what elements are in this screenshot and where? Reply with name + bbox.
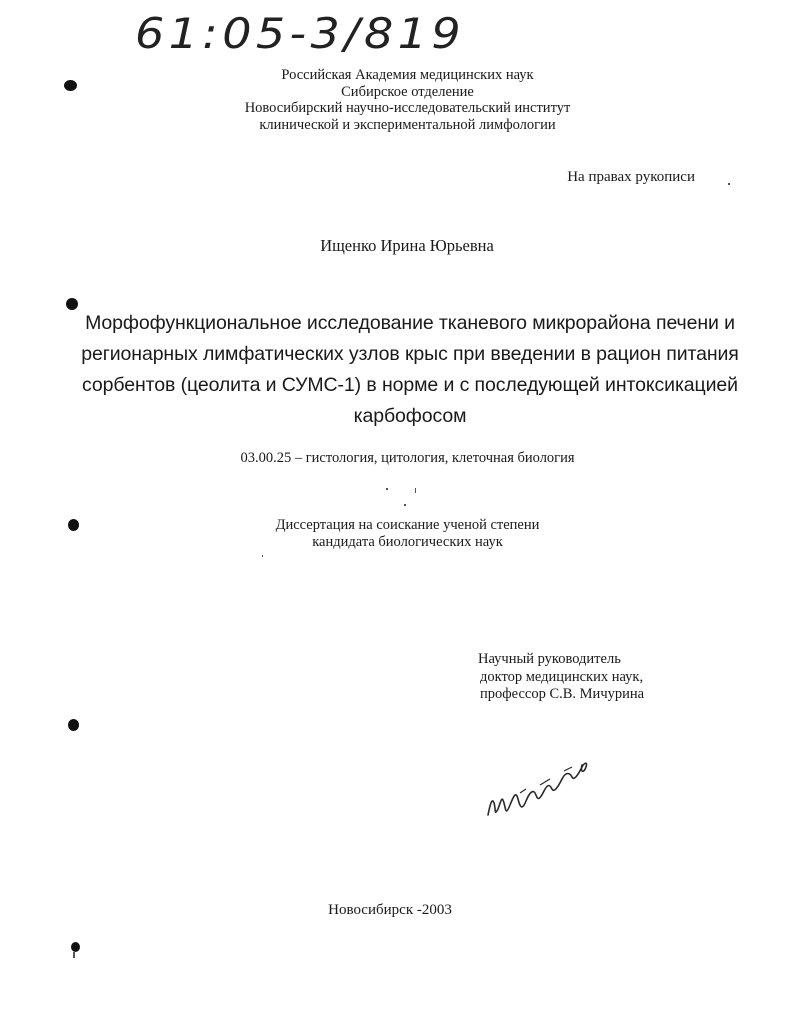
punch-mark	[66, 298, 78, 310]
institution-line-1: Российская Академия медицинских наук	[281, 67, 534, 83]
title-line-1: Морфофункциональное исследование тканевого микрорайона печени и	[85, 312, 735, 334]
punch-mark	[64, 80, 77, 91]
city-and-year: Новосибирск -2003	[328, 902, 452, 918]
title-line-3: сорбентов (цеолита и СУМС-1) в норме и с последующей интоксикацией	[82, 374, 738, 396]
scan-speck	[415, 488, 416, 493]
scientific-supervisor	[478, 651, 708, 704]
title-line-4: карбофосом	[353, 405, 467, 427]
punch-mark	[71, 942, 80, 952]
manuscript-rights-note: На правах рукописи	[567, 169, 695, 185]
institution-line-2: Сибирское отделение	[341, 83, 474, 100]
handwritten-code-drawing	[135, 4, 495, 60]
scan-speck	[386, 488, 388, 490]
scan-speck	[73, 952, 75, 958]
scan-speck	[262, 555, 263, 557]
signature-drawing	[480, 745, 595, 825]
handwritten-signature	[480, 745, 595, 825]
handwritten-code-text: 61:05-3/819	[135, 9, 465, 58]
degree-statement	[150, 517, 665, 551]
supervisor-line-1: Научный руководитель	[478, 651, 621, 667]
scan-speck	[404, 504, 406, 506]
specialty-code: 03.00.25 – гистология, цитология, клеточная биология	[240, 450, 575, 466]
title-line-2: регионарных лимфатических узлов крыс при введении в рацион питания	[81, 343, 739, 365]
supervisor-line-2: доктор медицинских наук,	[480, 668, 644, 685]
institution-header	[150, 67, 665, 133]
handwritten-archive-code	[135, 4, 495, 60]
author-name: Ищенко Ирина Юрьевна	[320, 236, 494, 255]
degree-line-2: кандидата биологических наук	[312, 534, 503, 550]
scan-speck	[728, 183, 730, 185]
supervisor-line-3: профессор С.В. Мичурина	[480, 686, 645, 702]
punch-mark	[68, 719, 79, 731]
dissertation-title	[60, 308, 760, 432]
degree-line-1: Диссертация на соискание ученой степени	[275, 517, 540, 533]
institution-line-3: Новосибирский научно-исследовательский институт	[244, 100, 571, 116]
punch-mark	[68, 519, 79, 531]
institution-line-4: клинической и экспериментальной лимфологии	[259, 116, 556, 133]
